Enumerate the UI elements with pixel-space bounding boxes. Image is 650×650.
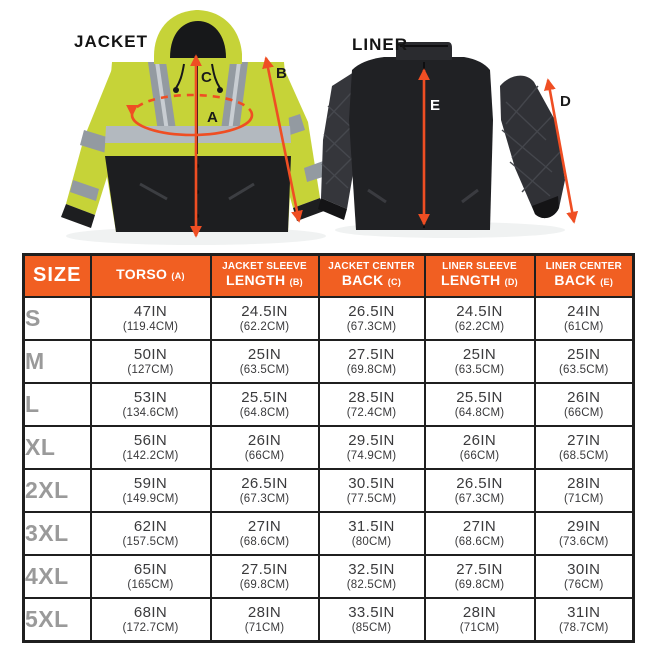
- liner-illustration: [318, 42, 565, 238]
- col-header-jacket-back: JACKET CENTER BACK (C): [319, 255, 425, 297]
- cell-torso: 56IN (142.2CM): [91, 426, 211, 469]
- cell-jacket-sleeve: 28IN (71CM): [211, 598, 319, 642]
- cell-jacket-back: 33.5IN (85CM): [319, 598, 425, 642]
- table-row-2xl: [24, 469, 634, 512]
- cell-liner-sleeve: 27IN (68.6CM): [425, 512, 535, 555]
- cell-torso: 50IN (127CM): [91, 340, 211, 383]
- cell-jacket-sleeve: 24.5IN (62.2CM): [211, 297, 319, 340]
- cell-jacket-sleeve: 27.5IN (69.8CM): [211, 555, 319, 598]
- cell-liner-back: 31IN (78.7CM): [535, 598, 634, 642]
- cell-torso: 65IN (165CM): [91, 555, 211, 598]
- header-row: [24, 255, 634, 297]
- size-label: 3XL: [24, 512, 91, 555]
- table-row-5xl: [24, 598, 634, 642]
- size-chart-table: [22, 253, 635, 643]
- cell-jacket-back: 29.5IN (74.9CM): [319, 426, 425, 469]
- size-label: L: [24, 383, 91, 426]
- col-header-liner-sleeve: LINER SLEEVE LENGTH (D): [425, 255, 535, 297]
- cell-liner-sleeve: 27.5IN (69.8CM): [425, 555, 535, 598]
- cell-jacket-back: 28.5IN (72.4CM): [319, 383, 425, 426]
- cell-torso: 59IN (149.9CM): [91, 469, 211, 512]
- liner-label: LINER: [352, 35, 408, 54]
- cell-torso: 53IN (134.6CM): [91, 383, 211, 426]
- col-header-size-label: SIZE: [33, 264, 82, 287]
- cell-liner-back: 26IN (66CM): [535, 383, 634, 426]
- table-row-3xl: [24, 512, 634, 555]
- table-row-l: [24, 383, 634, 426]
- cell-jacket-back: 26.5IN (67.3CM): [319, 297, 425, 340]
- cell-torso: 62IN (157.5CM): [91, 512, 211, 555]
- cell-torso: 47IN (119.4CM): [91, 297, 211, 340]
- cell-liner-sleeve: 26IN (66CM): [425, 426, 535, 469]
- cell-liner-sleeve: 25.5IN (64.8CM): [425, 383, 535, 426]
- size-label: S: [24, 297, 91, 340]
- cell-liner-back: 25IN (63.5CM): [535, 340, 634, 383]
- col-header-jacket-sleeve: JACKET SLEEVE LENGTH (B): [211, 255, 319, 297]
- col-header-torso: [91, 255, 211, 297]
- marker-d: D: [560, 93, 571, 110]
- cell-jacket-sleeve: 26.5IN (67.3CM): [211, 469, 319, 512]
- cell-liner-sleeve: 24.5IN (62.2CM): [425, 297, 535, 340]
- marker-a: A: [207, 109, 218, 126]
- col-header-size: [24, 255, 91, 297]
- col-header-torso-ref: (A): [171, 271, 185, 282]
- cell-liner-back: 29IN (73.6CM): [535, 512, 634, 555]
- size-label: 4XL: [24, 555, 91, 598]
- marker-c: C: [201, 69, 212, 86]
- cell-liner-sleeve: 26.5IN (67.3CM): [425, 469, 535, 512]
- cell-liner-sleeve: 25IN (63.5CM): [425, 340, 535, 383]
- cell-liner-back: 27IN (68.5CM): [535, 426, 634, 469]
- col-header-liner-back: LINER CENTER BACK (E): [535, 255, 634, 297]
- size-label: XL: [24, 426, 91, 469]
- cell-jacket-sleeve: 26IN (66CM): [211, 426, 319, 469]
- table-row-xl: [24, 426, 634, 469]
- jacket-label: JACKET: [74, 32, 149, 51]
- cell-jacket-sleeve: 27IN (68.6CM): [211, 512, 319, 555]
- marker-b: B: [276, 65, 287, 82]
- marker-e: E: [430, 97, 441, 114]
- size-label: 5XL: [24, 598, 91, 642]
- cell-jacket-sleeve: 25IN (63.5CM): [211, 340, 319, 383]
- col-header-torso-label: TORSO: [116, 266, 168, 283]
- cell-torso: 68IN (172.7CM): [91, 598, 211, 642]
- table-row-m: [24, 340, 634, 383]
- cell-liner-back: 28IN (71CM): [535, 469, 634, 512]
- cell-jacket-back: 30.5IN (77.5CM): [319, 469, 425, 512]
- table-row-s: [24, 297, 634, 340]
- cell-jacket-sleeve: 25.5IN (64.8CM): [211, 383, 319, 426]
- size-label: 2XL: [24, 469, 91, 512]
- cell-liner-back: 30IN (76CM): [535, 555, 634, 598]
- table-row-4xl: [24, 555, 634, 598]
- cell-jacket-back: 27.5IN (69.8CM): [319, 340, 425, 383]
- cell-jacket-back: 32.5IN (82.5CM): [319, 555, 425, 598]
- cell-liner-back: 24IN (61CM): [535, 297, 634, 340]
- cell-jacket-back: 31.5IN (80CM): [319, 512, 425, 555]
- size-label: M: [24, 340, 91, 383]
- cell-liner-sleeve: 28IN (71CM): [425, 598, 535, 642]
